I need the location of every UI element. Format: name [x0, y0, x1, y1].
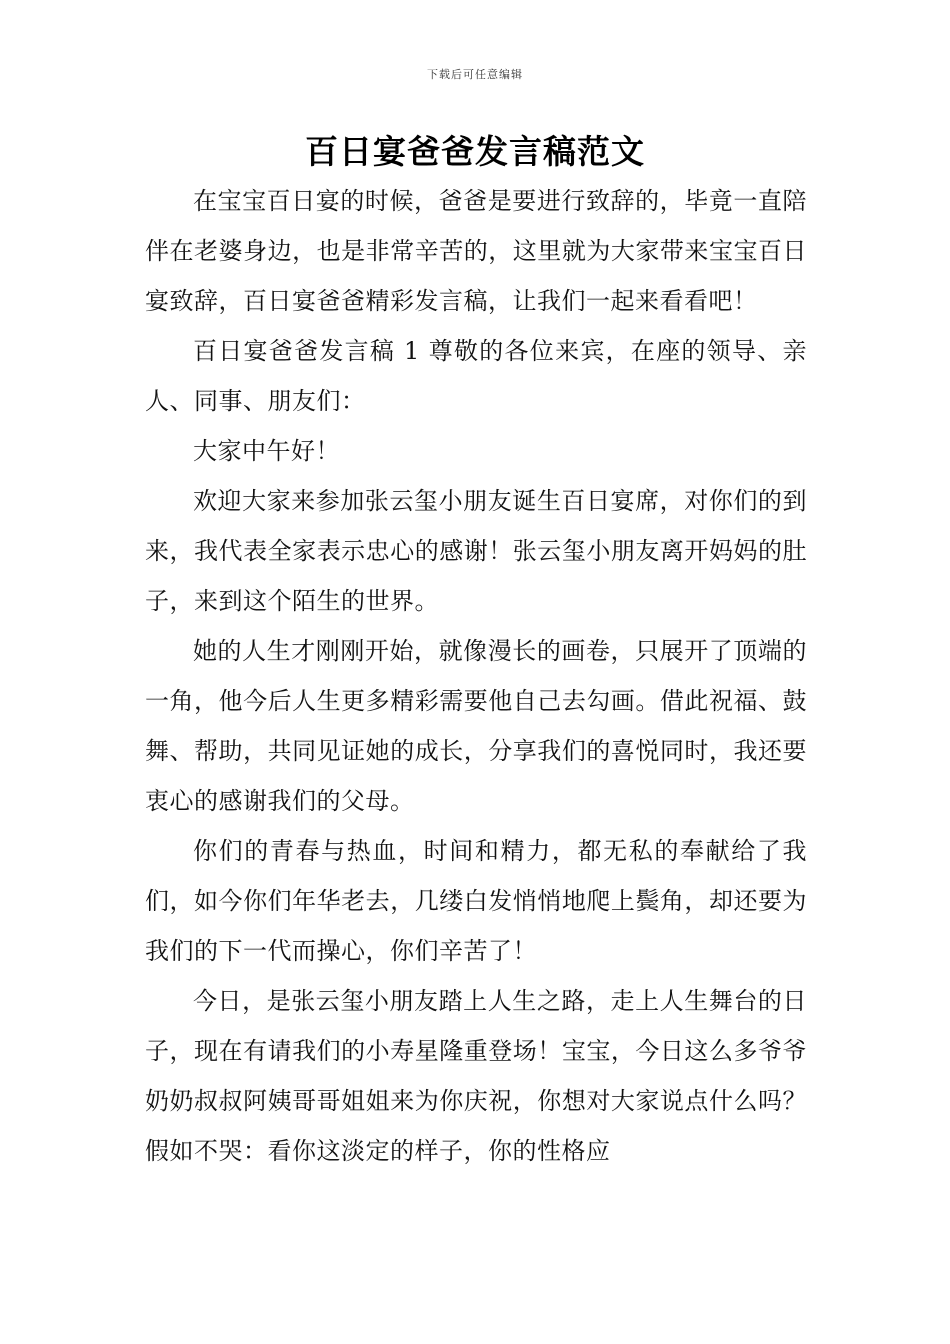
document-body: [145, 176, 807, 1176]
paragraph-salutation: 百日宴爸爸发言稿 1 尊敬的各位来宾，在座的领导、亲人、同事、朋友们：: [145, 337, 807, 415]
paragraph-greeting: 大家中午好！: [193, 437, 340, 465]
paragraph-intro: 在宝宝百日宴的时候，爸爸是要进行致辞的，毕竟一直陪伴在老婆身边，也是非常辛苦的，这里就为大家带来宝宝百日宴致辞，百日宴爸爸精彩发言稿，让我们一起来看看吧！: [145, 187, 807, 315]
paragraph-life-begins: 她的人生才刚刚开始，就像漫长的画卷，只展开了顶端的一角，他今后人生更多精彩需要他自己去勾画。借此祝福、鼓舞、帮助，共同见证她的成长，分享我们的喜悦同时，我还要衷心的感谢我们的父母。: [145, 637, 807, 815]
paragraph-welcome: 欢迎大家来参加张云玺小朋友诞生百日宴席，对你们的到来，我代表全家表示忠心的感谢！张云玺小朋友离开妈妈的肚子，来到这个陌生的世界。: [145, 487, 807, 615]
paragraph-today: 今日，是张云玺小朋友踏上人生之路，走上人生舞台的日子，现在有请我们的小寿星隆重登场！宝宝，今日这么多爷爷奶奶叔叔阿姨哥哥姐姐来为你庆祝，你想对大家说点什么吗？假如不哭：看你这淡定的样子，你的性格应: [145, 987, 807, 1165]
paragraph-parents-thanks: 你们的青春与热血，时间和精力，都无私的奉献给了我们，如今你们年华老去，几缕白发悄悄地爬上鬓角，却还要为我们的下一代而操心，你们辛苦了！: [145, 837, 807, 965]
document-title: 百日宴爸爸发言稿范文: [305, 132, 645, 171]
header-note: 下载后可任意编辑: [427, 68, 523, 81]
